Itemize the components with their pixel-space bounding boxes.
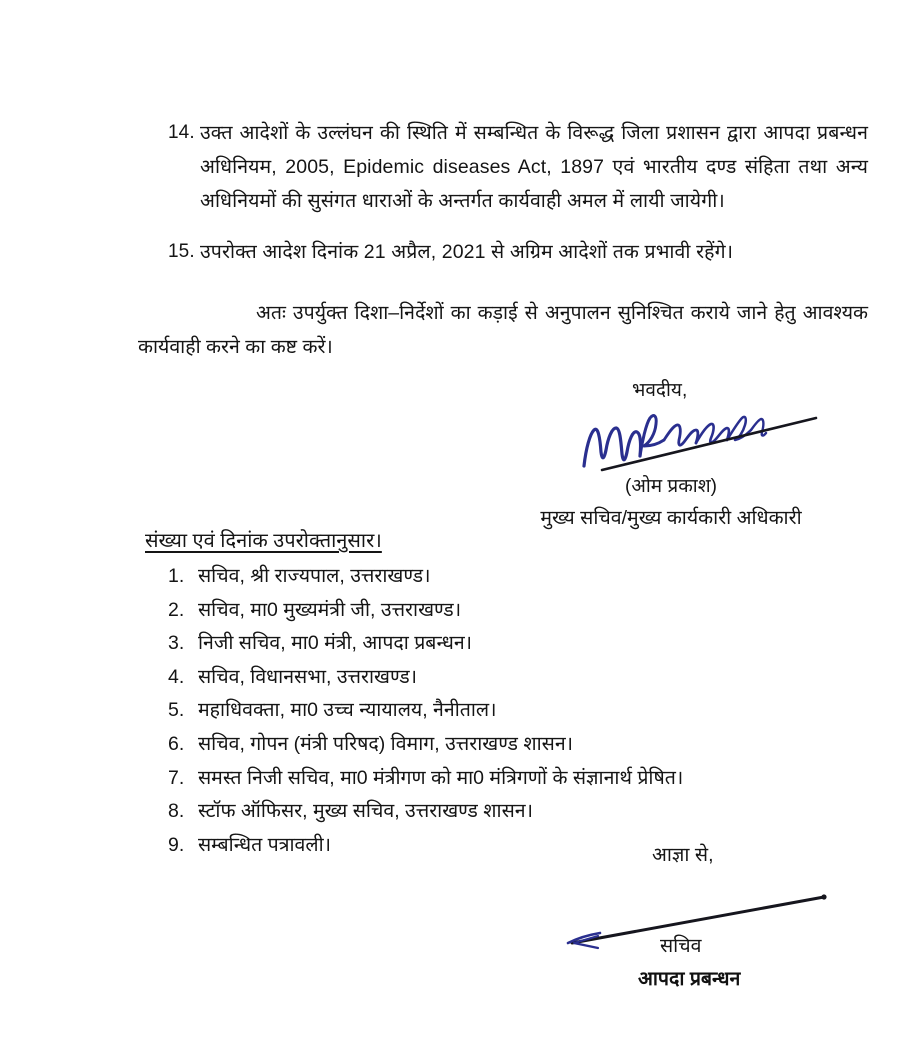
- secretary-signature-container: [500, 867, 900, 953]
- list-item-number: 1.: [168, 565, 185, 587]
- signature-block-bottom: [500, 840, 900, 991]
- list-item-number: 6.: [168, 732, 185, 755]
- list-item: [168, 694, 828, 728]
- clause-15-number: 15.: [168, 241, 195, 262]
- list-item: [168, 728, 828, 762]
- list-item-number: 3.: [168, 632, 185, 655]
- list-item-number: 7.: [168, 766, 185, 789]
- list-item: [168, 560, 828, 594]
- list-item-text: सम्बन्धित पत्रावली।: [198, 833, 332, 856]
- clause-15: [168, 235, 868, 269]
- list-item-text: महाधिवक्ता, मा0 उच्च न्यायालय, नैनीताल।: [198, 699, 497, 722]
- handwritten-signature-stroke-icon: [558, 877, 878, 957]
- clause-14: [168, 116, 868, 218]
- list-item-text: सचिव, विधानसभा, उत्तराखण्ड।: [198, 665, 418, 688]
- list-item: [168, 661, 828, 695]
- signatory-name: (ओम प्रकाश): [625, 476, 717, 497]
- distribution-list: [168, 560, 828, 862]
- order-by-label: आज्ञा से,: [652, 844, 714, 866]
- list-item-number: 2.: [168, 598, 185, 621]
- closing-paragraph: अतः उपर्युक्त दिशा–निर्देशों का कड़ाई से अनुपालन सुनिश्चित कराये जाने हेतु आवश्यक कार्यवाही करने का कष्ट करें।: [138, 302, 868, 358]
- list-item-text: स्टॉफ ऑफिसर, मुख्य सचिव, उत्तराखण्ड शासन।: [198, 800, 533, 823]
- list-item-text: सचिव, गोपन (मंत्री परिषद) विमाग, उत्तराखण्ड शासन।: [198, 732, 574, 755]
- list-item-text: निजी सचिव, मा0 मंत्री, आपदा प्रबन्धन।: [198, 632, 473, 655]
- secretary-department: आपदा प्रबन्धन: [638, 968, 741, 990]
- salutation-yours-sincerely: भवदीय,: [632, 380, 688, 401]
- handwritten-signature-icon: [578, 404, 828, 474]
- list-item: [168, 627, 828, 661]
- list-item-text: समस्त निजी सचिव, मा0 मंत्रीगण को मा0 मंत्रिगणों के संज्ञानार्थ प्रेषित।: [198, 766, 684, 789]
- signature-block-top: [450, 376, 870, 530]
- list-item: [168, 762, 828, 796]
- secretary-role: सचिव: [660, 935, 702, 957]
- list-item-number: 9.: [168, 833, 185, 856]
- signature-ink-container: [450, 402, 870, 476]
- distribution-heading: संख्या एवं दिनांक उपरोक्तानुसार।: [145, 530, 382, 552]
- list-item: [168, 594, 828, 628]
- list-item-text: सचिव, मा0 मुख्यमंत्री जी, उत्तराखण्ड।: [198, 598, 462, 621]
- clause-15-text: उपरोक्त आदेश दिनांक 21 अप्रैल, 2021 से अग्रिम आदेशों तक प्रभावी रहेंगे।: [200, 241, 734, 263]
- list-item: [168, 795, 828, 829]
- list-item-number: 4.: [168, 665, 185, 688]
- clause-14-number: 14.: [168, 122, 195, 143]
- list-item-number: 8.: [168, 800, 185, 823]
- list-item-text: सचिव, श्री राज्यपाल, उत्तराखण्ड।: [198, 565, 431, 587]
- signatory-designation: मुख्य सचिव/मुख्य कार्यकारी अधिकारी: [540, 507, 802, 529]
- clause-14-text: उक्त आदेशों के उल्लंघन की स्थिति में सम्बन्धित के विरूद्ध जिला प्रशासन द्वारा आपदा प्रबन्धन अधिनियम, 2005, Epidemic diseases Act, 1897 एवं भारतीय दण्ड संहिता तथा अन्य अधिनियमों की सुसंगत धाराओं के अन्तर्गत कार्यवाही अमल में लायी जायेगी।: [200, 122, 868, 212]
- list-item-number: 5.: [168, 699, 185, 722]
